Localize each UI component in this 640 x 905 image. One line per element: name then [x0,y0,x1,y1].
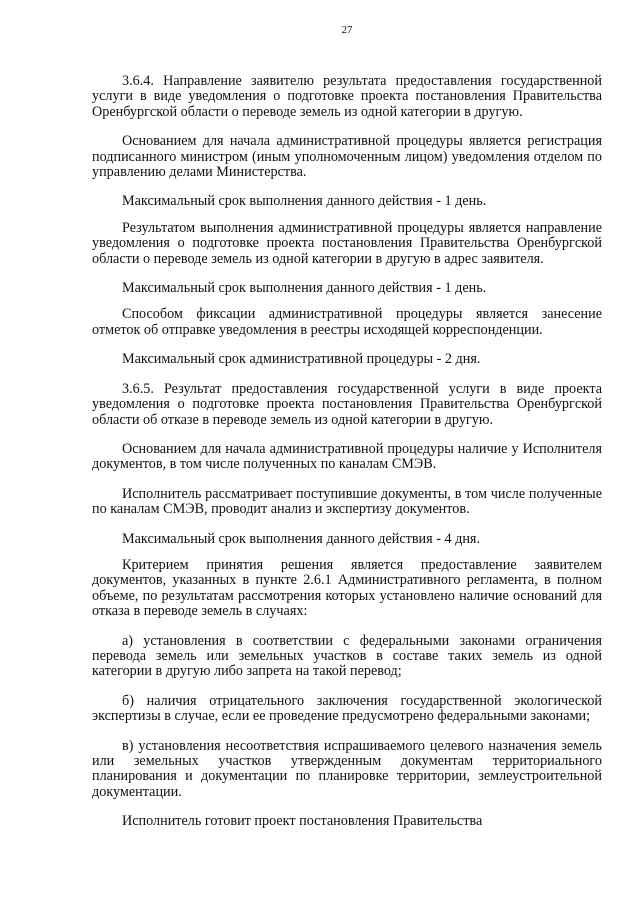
paragraph-basis: Основанием для начала административной процедуры наличие у Исполнителя документов, в том числе полученных по каналам СМЭВ. [92,440,602,473]
paragraph-result: Результатом выполнения административной процедуры является направление уведомления о подготовке проекта постановления Правительства Оренбургской области о переводе земель из одной категории в другую в адрес заявителя. [92,219,602,267]
paragraph-deadline: Максимальный срок выполнения данного действия - 4 дня. [122,530,481,547]
paragraph-case-a: а) установления в соответствии с федеральными законами ограничения перевода земель или земельных участков в составе таких земель из одной категории в другую либо запрета на такой перевод; [92,632,602,680]
paragraph-3-6-4: 3.6.4. Направление заявителю результата предоставления государственной услуги в виде уведомления о подготовке проекта постановления Правительства Оренбургской области о переводе земель из одной категории в другую. [92,73,602,120]
paragraph-fixation: Способом фиксации административной процедуры является занесение отметок об отправке уведомления в реестры исходящей корреспонденции. [92,306,602,338]
paragraph-case-b: б) наличия отрицательного заключения государственной экологической экспертизы в случае, если ее проведение предусмотрено федеральными законами; [92,692,602,725]
paragraph-deadline: Максимальный срок выполнения данного действия - 1 день. [122,193,487,210]
paragraph-review: Исполнитель рассматривает поступившие документы, в том числе полученные по каналам СМЭВ, проводит анализ и экспертизу документов. [92,485,602,518]
page-number: 27 [341,24,353,36]
paragraph-deadline: Максимальный срок выполнения данного действия - 1 день. [122,280,487,297]
paragraph-executor: Исполнитель готовит проект постановления Правительства [122,813,483,830]
paragraph-criterion: Критерием принятия решения является предоставление заявителем документов, указанных в пункте 2.6.1 Административного регламента, в полном объеме, по результатам рассмотрения которых установлено наличие оснований для отказа в переводе земель в случаях: [92,556,602,620]
paragraph-case-c: в) установления несоответствия испрашиваемого целевого назначения земель или земельных участков утвержденным документам территориального планирования и документации по планировке территории, землеустроительной документации. [92,737,602,800]
paragraph-3-6-5: 3.6.5. Результат предоставления государственной услуги в виде проекта уведомления о подготовке проекта постановления Правительства Оренбургской области об отказе в переводе земель из одной категории в другую. [92,380,602,428]
paragraph-procedure-deadline: Максимальный срок административной процедуры - 2 дня. [122,351,481,368]
paragraph-basis: Основанием для начала административной процедуры является регистрация подписанного министром (иным уполномоченным лицом) уведомления отделом по управлению делами Министерства. [92,133,602,181]
